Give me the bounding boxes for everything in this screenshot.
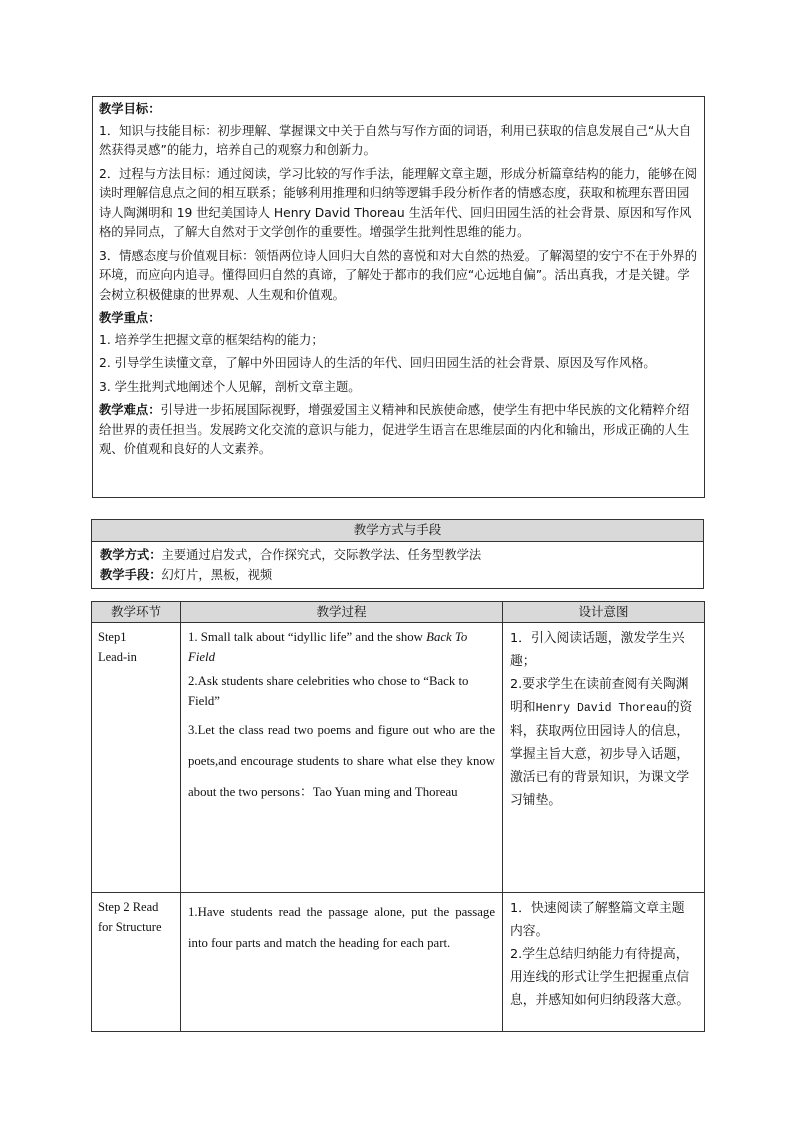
keypoint-2: 2. 引导学生读懂文章，了解中外田园诗人的生活的年代、回归田园生活的社会背景、原因及写作风格。 <box>99 356 656 370</box>
table-row <box>92 623 705 893</box>
methods-cell <box>92 542 704 589</box>
methods-header: 教学方式与手段 <box>92 520 704 542</box>
difficulty-text: 引导进一步拓展国际视野，增强爱国主义精神和民族使命感，使学生有把中华民族的文化精粹介绍给世界的责任担当。发展跨文化交流的意识与能力，促进学生语言在思维层面的内化和输出，形成正确的人生观、价值观和良好的人文素养。 <box>99 403 690 456</box>
teaching-way-label: 教学方式： <box>100 548 162 562</box>
step-subtitle: for Structure <box>98 920 162 934</box>
process-item-1: 1.Have students read the passage alone, put the passage into four parts and match the heading for each part. <box>188 905 495 950</box>
process-item-1-text: 1. Small talk about “idyllic life” and the show <box>188 630 427 644</box>
knowledge-objective: 1．知识与技能目标：初步理解、掌握课文中关于自然与写作方面的词语，利用已获取的信息发展自己“从大自然获得灵感”的能力，培养自己的观察力和创新力。 <box>99 123 692 157</box>
intent-item-2-part-a: 2.要求学生在读前查阅有关陶渊明和 <box>510 677 689 715</box>
intent-item-1: 1．快速阅读了解整篇文章主题内容。 <box>510 901 685 939</box>
emotion-objective: 3．情感态度与价值观目标：领悟两位诗人回归大自然的喜悦和对大自然的热爱。了解渴望的安宁不在于外界的环境，而应向内追寻。懂得回归自然的真谛，了解处于都市的我们应“心远地自偏”。活出真我，才是关键。学会树立积极健康的世界观、人生观和价值观。 <box>99 248 698 302</box>
process-cell <box>181 623 503 893</box>
objectives-heading: 教学目标： <box>99 102 161 116</box>
teaching-objectives-box <box>92 96 705 498</box>
teaching-means <box>100 565 695 585</box>
step-name: Step 2 Read <box>98 900 159 914</box>
intent-item-2 <box>510 673 697 812</box>
intent-item-2: 2.学生总结归纳能力有待提高，用连线的形式让学生把握重点信息，并感知如何归纳段落大意。 <box>510 947 690 1008</box>
teaching-means-text: 幻灯片，黑板，视频 <box>161 568 273 582</box>
process-objective: 2．过程与方法目标：通过阅读，学习比较的写作手法，能理解文章主题，形成分析篇章结构的能力，能够在阅读时理解信息点之间的相互联系；能够利用推理和归纳等逻辑手段分析作者的情感态度，获取和梳理东晋田园诗人陶渊明和 19 世纪美国诗人 Henry David Thoreau 生活年代、回归田园生活的社会背景、原因和写作风格的异同点，了解大自然对于文学创作的重要性。增强学生批判性思维的能力。 <box>99 166 698 239</box>
intent-item-2-english: Henry David Thoreau <box>535 702 667 715</box>
teaching-way-text: 主要通过启发式，合作探究式，交际教学法、任务型教学法 <box>161 548 482 562</box>
step-cell <box>92 893 181 1032</box>
teaching-means-label: 教学手段： <box>100 568 162 582</box>
keypoint-1: 1. 培养学生把握文章的框架结构的能力； <box>99 332 324 347</box>
step-name: Step1 <box>98 630 127 644</box>
step-subtitle: Lead-in <box>98 650 137 664</box>
intent-cell <box>503 623 705 893</box>
intent-item-2-part-b: 的资料，获取两位田园诗人的信息，掌握主旨大意，初步导入话题，激活已有的背景知识，为课文学习铺垫。 <box>510 700 693 808</box>
teaching-way <box>100 545 695 565</box>
header-stage: 教学环节 <box>92 602 181 623</box>
keypoints-heading: 教学重点： <box>99 311 161 325</box>
process-cell <box>181 893 503 1032</box>
keypoint-3: 3. 学生批判式地阐述个人见解，剖析文章主题。 <box>99 379 361 394</box>
methods-table <box>91 519 704 589</box>
process-item-2: 2.Ask students share celebrities who chose to “Back to Field” <box>188 674 469 708</box>
intent-item-1: 1．引入阅读话题，激发学生兴趣； <box>510 631 685 669</box>
teaching-process-table <box>91 601 705 1032</box>
difficulty-paragraph <box>99 401 698 460</box>
header-process: 教学过程 <box>181 602 503 623</box>
process-item-3: 3.Let the class read two poems and figure out who are the poets,and encourage students to share what else they know about the two persons：Tao Yuan ming and Thoreau <box>188 723 495 799</box>
difficulty-label: 教学难点： <box>99 403 161 417</box>
intent-cell <box>503 893 705 1032</box>
process-item-1 <box>188 627 495 667</box>
step-cell <box>92 623 181 893</box>
show-title: Back To Field <box>188 630 468 664</box>
table-row <box>92 893 705 1032</box>
header-intent: 设计意图 <box>503 602 705 623</box>
